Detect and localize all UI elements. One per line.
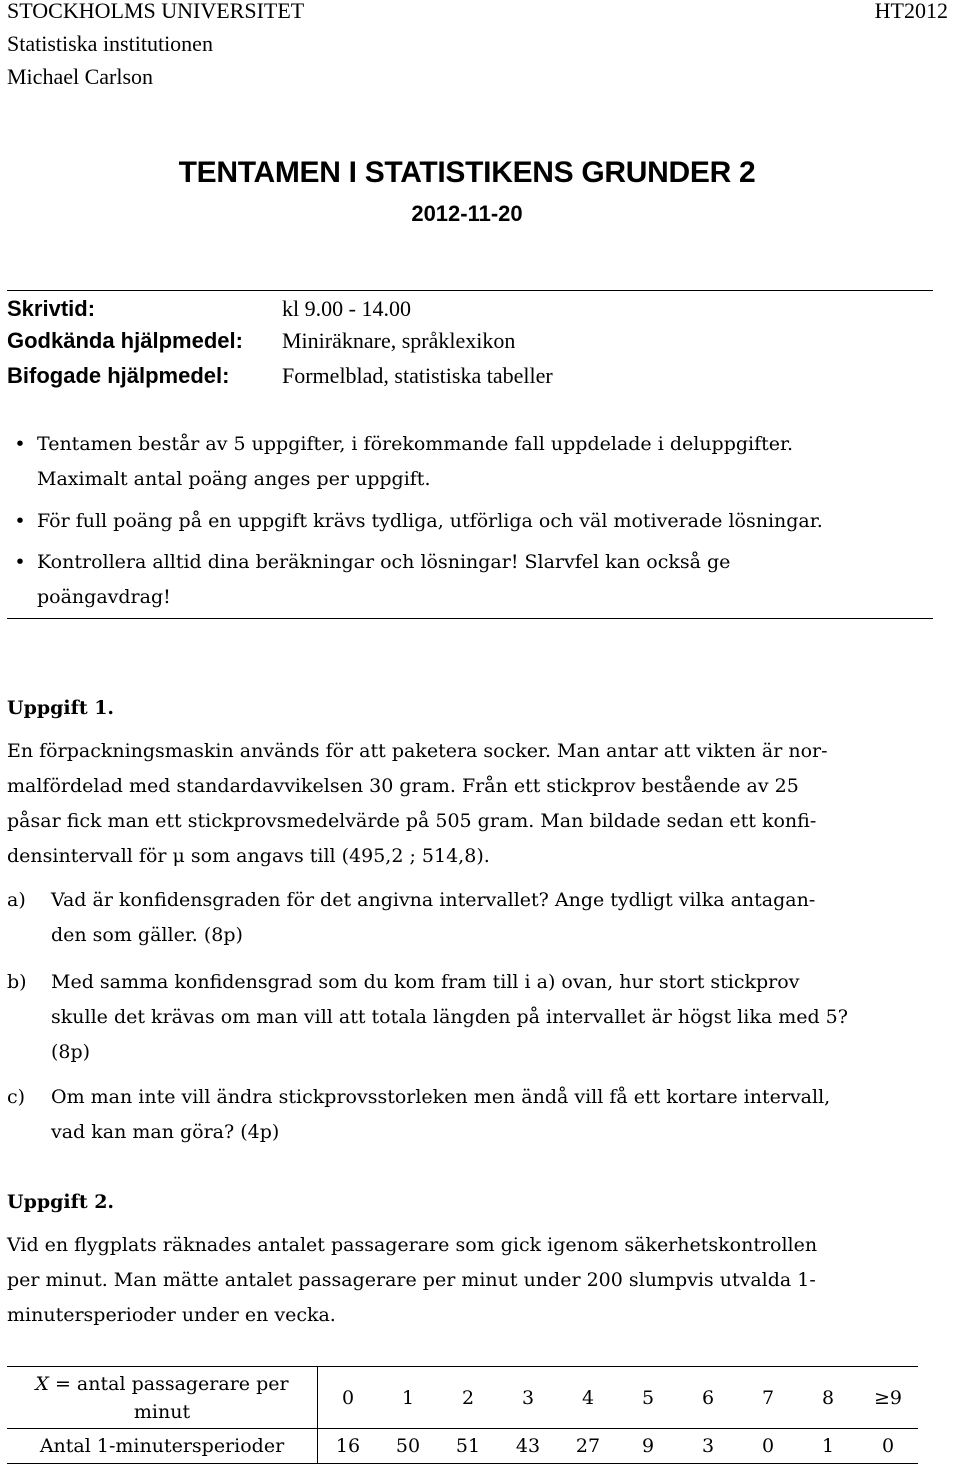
author-name: Michael Carlson [7,64,154,89]
table-cell: 16 [318,1429,379,1464]
table-cell: 5 [618,1367,678,1429]
text-line: malfördelad med standardavvikelsen 30 gram. Från ett stickprov bestående av 25 [7,775,799,797]
info-value: Miniräknare, språklexikon [282,328,516,353]
bullet-line: Kontrollera alltid dina beräkningar och lösningar! Slarvfel kan också ge [37,551,731,573]
table-cell: 0 [858,1429,918,1464]
table-cell: 0 [318,1367,379,1429]
text-line: den som gäller. (8p) [51,924,243,946]
text-line: En förpackningsmaskin används för att paketera socker. Man antar att vikten är nor- [7,740,828,762]
bullet-line: För full poäng på en uppgift krävs tydliga, utförliga och väl motiverade lösningar. [37,510,823,532]
text-line: påsar fick man ett stickprovsmedelvärde på 505 gram. Man bildade sedan ett konfi- [7,810,817,832]
table-cell: 6 [678,1367,738,1429]
table-cell: 1 [378,1367,438,1429]
question-letter: b) [7,971,27,993]
table-cell: 7 [738,1367,798,1429]
text-line: (8p) [51,1041,91,1063]
table-cell: 51 [438,1429,498,1464]
department-name: Statistiska institutionen [7,31,213,56]
text-line: per minut. Man mätte antalet passagerare per minut under 200 slumpvis utvalda 1- [7,1269,816,1291]
table-cell: 2 [438,1367,498,1429]
table-row [7,1367,918,1429]
table-cell: 1 [798,1429,858,1464]
row-header-count: Antal 1-minutersperioder [7,1429,318,1464]
text-line: Med samma konfidensgrad som du kom fram till i a) ovan, hur stort stickprov [51,971,800,993]
text-line: vad kan man göra? (4p) [51,1121,280,1143]
university-name: STOCKHOLMS UNIVERSITET [7,0,305,23]
table-cell: 9 [618,1429,678,1464]
info-value: Formelblad, statistiska tabeller [282,363,553,388]
info-label: Godkända hjälpmedel: [7,328,243,353]
info-value: kl 9.00 - 14.00 [282,296,411,321]
bullet-line: poängavdrag! [37,586,171,608]
table-row [7,1429,918,1464]
bottom-rule [7,618,933,619]
exam-date: 2012-11-20 [411,201,523,226]
row-header-x [7,1367,318,1429]
table-cell: 8 [798,1367,858,1429]
bullet-icon: • [14,433,26,455]
info-label: Bifogade hjälpmedel: [7,363,230,388]
row-label: minut [133,1400,191,1423]
table-cell: 4 [558,1367,618,1429]
bullet-line: Tentamen består av 5 uppgifter, i förekommande fall uppdelade i deluppgifter. [37,433,794,455]
text-line: Vad är konfidensgraden för det angivna intervallet? Ange tydligt vilka antagan- [51,889,816,911]
table-cell: 0 [738,1429,798,1464]
text-line: skulle det krävas om man vill att totala längden på intervallet är högst lika med 5? [51,1006,848,1028]
row-label: = antal passagerare per [48,1372,289,1395]
table-cell: 43 [498,1429,558,1464]
bullet-icon: • [14,551,26,573]
table-cell: ≥9 [858,1367,918,1429]
question-letter: a) [7,889,26,911]
info-label: Skrivtid: [7,296,96,321]
bullet-line: Maximalt antal poäng anges per uppgift. [37,468,431,490]
top-rule [7,290,933,291]
task2-heading: Uppgift 2. [7,1191,115,1213]
task1-intro [7,734,828,874]
task1-heading: Uppgift 1. [7,697,115,719]
term-label: HT2012 [874,0,948,23]
text-line: densintervall för μ som angavs till (495,2 ; 514,8). [7,845,490,867]
text-line: minutersperioder under en vecka. [7,1304,336,1326]
text-line: Om man inte vill ändra stickprovsstorleken men ändå vill få ett kortare intervall, [51,1086,831,1108]
exam-title: TENTAMEN I STATISTIKENS GRUNDER 2 [178,156,756,189]
table-cell: 3 [678,1429,738,1464]
table-cell: 50 [378,1429,438,1464]
frequency-table [7,1366,918,1464]
text-line: Vid en flygplats räknades antalet passagerare som gick igenom säkerhetskontrollen [7,1234,818,1256]
question-letter: c) [7,1086,26,1108]
bullet-icon: • [14,510,26,532]
table-cell: 3 [498,1367,558,1429]
variable-symbol: X [35,1372,49,1395]
table-cell: 27 [558,1429,618,1464]
task2-intro [7,1228,817,1333]
